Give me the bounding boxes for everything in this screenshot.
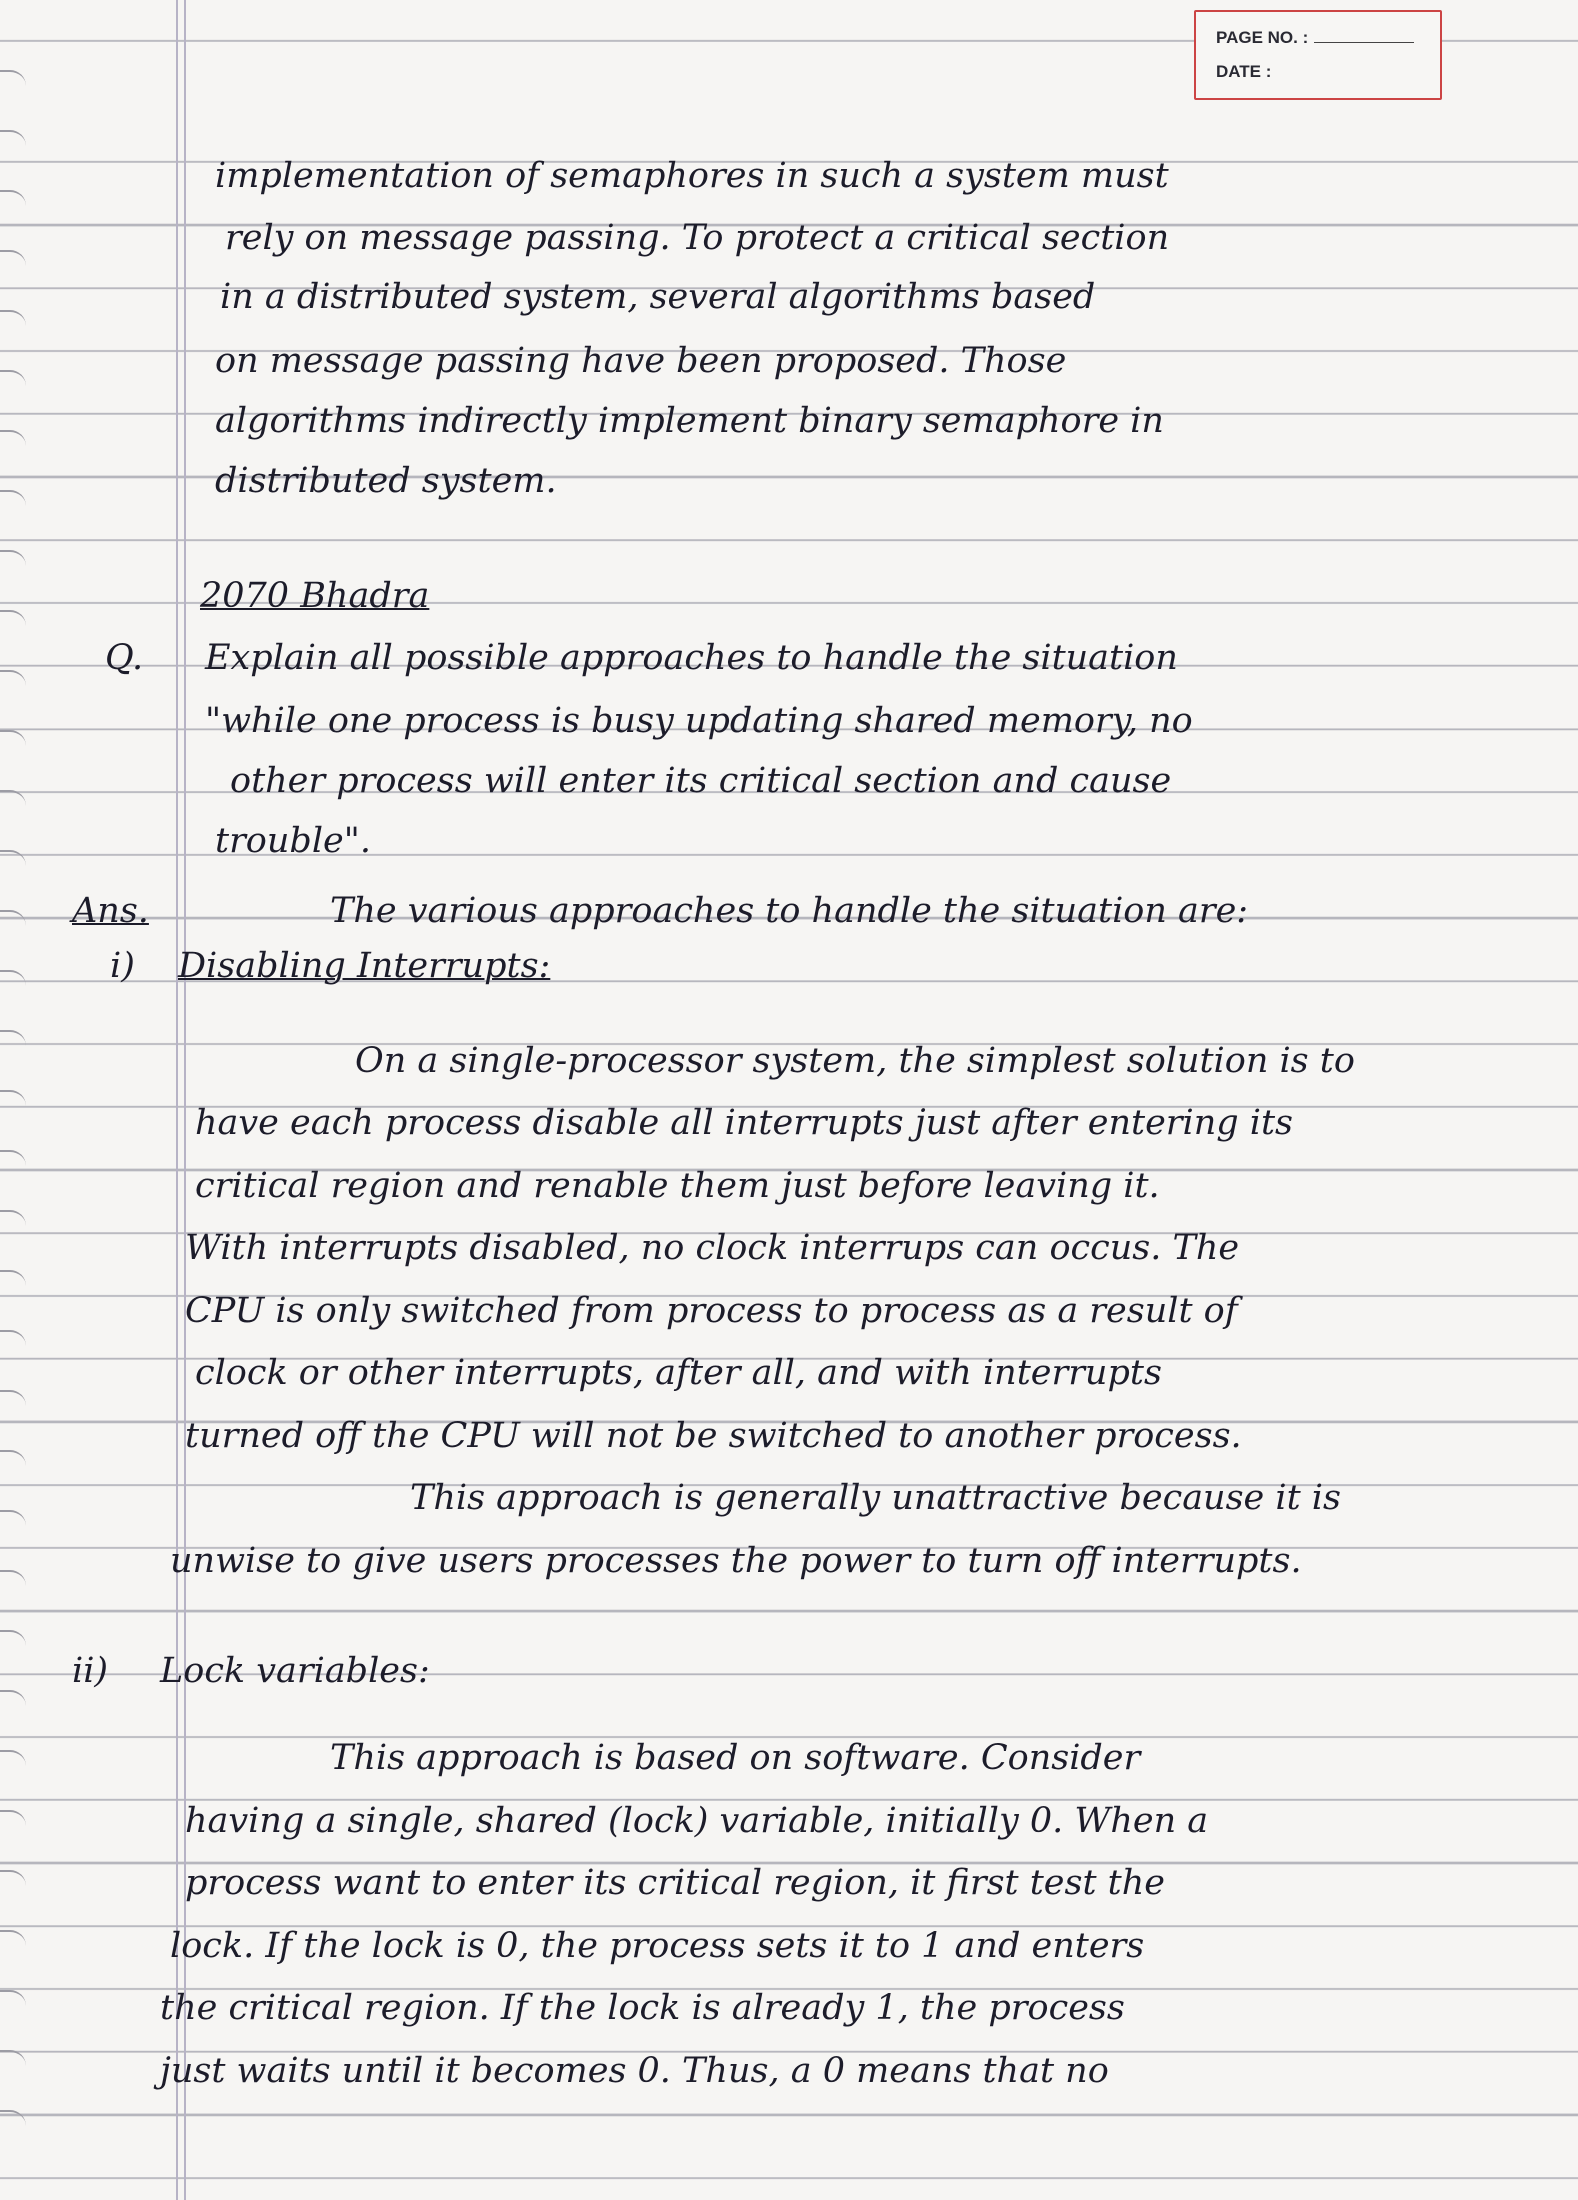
binding-ring — [0, 2110, 26, 2126]
binding-ring — [0, 1090, 26, 1106]
binding-ring — [0, 1210, 26, 1226]
binding-ring — [0, 670, 26, 686]
date-label: DATE : — [1216, 62, 1272, 81]
binding-ring — [0, 70, 26, 86]
binding-ring — [0, 2050, 26, 2066]
binding-ring — [0, 1870, 26, 1886]
binding-ring — [0, 310, 26, 326]
binding-ring — [0, 910, 26, 926]
exam-heading: 2070 Bhadra — [200, 576, 430, 616]
text-line: having a single, shared (lock) variable, initially 0. When a — [185, 1801, 1209, 1841]
text-line: critical region and renable them just before leaving it. — [195, 1166, 1160, 1206]
text-line: lock. If the lock is 0, the process sets it to 1 and enters — [170, 1926, 1145, 1966]
section-number: ii) — [72, 1651, 109, 1691]
question-marker: Q. — [105, 638, 144, 678]
section-title: Lock variables: — [160, 1651, 430, 1691]
page-no-field — [1216, 28, 1414, 48]
binding-ring — [0, 550, 26, 566]
binding-ring — [0, 1330, 26, 1346]
answer-marker: Ans. — [72, 891, 149, 931]
text-line: have each process disable all interrupts just after entering its — [195, 1103, 1294, 1143]
section-number: i) — [110, 946, 135, 986]
binding-ring — [0, 430, 26, 446]
binding-ring — [0, 490, 26, 506]
text-line: just waits until it becomes 0. Thus, a 0 means that no — [160, 2051, 1109, 2091]
date-field — [1216, 62, 1271, 82]
page-no-label: PAGE NO. : — [1216, 28, 1309, 47]
text-line: distributed system. — [215, 461, 557, 501]
binding-ring — [0, 1810, 26, 1826]
binding-ring — [0, 190, 26, 206]
text-line: the critical region. If the lock is already 1, the process — [160, 1988, 1125, 2028]
text-line: rely on message passing. To protect a critical section — [225, 218, 1170, 258]
binding-ring — [0, 1930, 26, 1946]
binding-ring — [0, 1510, 26, 1526]
binding-ring — [0, 970, 26, 986]
text-line: This approach is generally unattractive because it is — [410, 1478, 1341, 1518]
binding-ring — [0, 370, 26, 386]
text-line: turned off the CPU will not be switched to another process. — [185, 1416, 1242, 1456]
binding-ring — [0, 1390, 26, 1406]
section-title: Disabling Interrupts: — [178, 946, 551, 986]
binding-ring — [0, 130, 26, 146]
margin-line — [176, 0, 178, 2200]
text-line: trouble". — [215, 821, 371, 861]
binding-ring — [0, 1990, 26, 2006]
text-line: Explain all possible approaches to handle the situation — [205, 638, 1178, 678]
text-line: implementation of semaphores in such a system must — [215, 156, 1169, 196]
page-no-blank — [1314, 42, 1414, 43]
text-line: CPU is only switched from process to process as a result of — [185, 1291, 1238, 1331]
text-line: The various approaches to handle the situation are: — [330, 891, 1249, 931]
text-line: On a single-processor system, the simplest solution is to — [355, 1041, 1355, 1081]
binding-ring — [0, 730, 26, 746]
text-line: "while one process is busy updating shared memory, no — [205, 701, 1193, 741]
binding-ring — [0, 1570, 26, 1586]
text-line: With interrupts disabled, no clock interrups can occus. The — [185, 1228, 1240, 1268]
text-line: unwise to give users processes the power to turn off interrupts. — [170, 1541, 1302, 1581]
page-header-box — [1194, 10, 1442, 100]
binding-ring — [0, 1690, 26, 1706]
binding-ring — [0, 250, 26, 266]
text-line: This approach is based on software. Consider — [330, 1738, 1141, 1778]
binding-ring — [0, 1450, 26, 1466]
binding-ring — [0, 610, 26, 626]
binding-ring — [0, 1030, 26, 1046]
text-line: clock or other interrupts, after all, and with interrupts — [195, 1353, 1162, 1393]
text-line: other process will enter its critical section and cause — [230, 761, 1172, 801]
binding-ring — [0, 1630, 26, 1646]
binding-ring — [0, 1150, 26, 1166]
binding-ring — [0, 1270, 26, 1286]
binding-ring — [0, 850, 26, 866]
text-line: in a distributed system, several algorithms based — [220, 277, 1096, 317]
binding-ring — [0, 1750, 26, 1766]
text-line: on message passing have been proposed. Those — [215, 341, 1067, 381]
binding-ring — [0, 790, 26, 806]
text-line: algorithms indirectly implement binary semaphore in — [215, 401, 1164, 441]
text-line: process want to enter its critical region, it first test the — [185, 1863, 1165, 1903]
